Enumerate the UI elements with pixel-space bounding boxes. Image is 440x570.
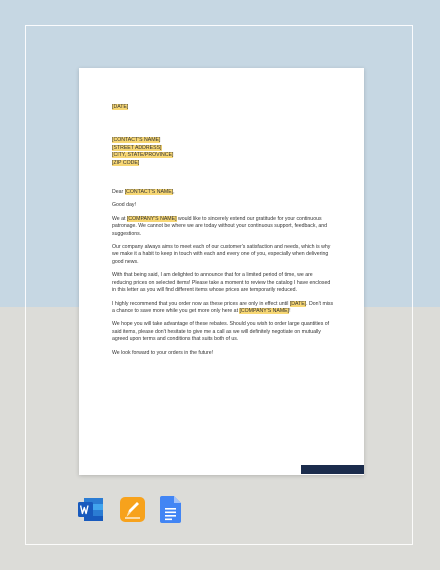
greeting: Good day! <box>112 202 136 209</box>
pages-icon[interactable] <box>120 496 145 523</box>
address-line: [CITY, STATE/PROVINCE] <box>112 152 174 159</box>
p4-mid: . Don't miss a chance to save more while you get more only here at <box>112 300 334 314</box>
paragraph-6: We look forward to your orders in the future! <box>112 349 214 356</box>
p1-prefix: We at <box>112 215 127 222</box>
word-icon[interactable] <box>78 496 105 523</box>
p4-prefix: I highly recommend that you order now as these prices are only in effect until <box>112 300 290 307</box>
footer-bar <box>301 465 364 474</box>
p4-suffix: ! <box>289 307 291 314</box>
paragraph-5: We hope you will take advantage of these rebates. Should you wish to order large quantities of said items, please don't hesitate to give me a call as we will definitely negotiate on mutually agreed upon terms and conditions that suits both of us. <box>112 321 330 343</box>
salutation-suffix: , <box>173 189 175 196</box>
date-placeholder: [DATE] <box>289 300 307 307</box>
paragraph-1 <box>112 216 334 238</box>
paragraph-4 <box>112 301 334 316</box>
date-placeholder: [DATE] <box>112 104 129 110</box>
address-line: [STREET ADDRESS] <box>112 144 162 151</box>
letter-date <box>112 104 334 111</box>
salutation-prefix: Dear <box>112 189 125 196</box>
letter-content <box>112 104 334 363</box>
recipient-address <box>112 137 334 167</box>
document-page <box>79 68 364 475</box>
p1-rest: would like to sincerely extend our gratitude for your continuous patronage. We cannot be where we are today without your continuous support, feedback, and suggestions. <box>112 215 328 237</box>
company-name-placeholder: [COMPANY'S NAME] <box>239 307 290 314</box>
address-line: [CONTACT'S NAME] <box>112 137 161 144</box>
paragraph-2: Our company always aims to meet each of our customer's satisfaction and needs, which is why we make it a habit to keep in touch with each and every one of you, especially when delivering good news. <box>112 244 331 265</box>
salutation-name: [CONTACT'S NAME] <box>124 189 174 196</box>
paragraph-3: With that being said, I am delighted to announce that for a limited period of time, we are reducing prices on selected items! Please take a moment to review the catalog I have enclosed in this letter as you will find different items whose prices are temporarily reduced. <box>112 272 331 294</box>
address-line: [ZIP CODE] <box>112 159 140 166</box>
salutation <box>112 189 334 196</box>
google-docs-icon[interactable] <box>160 496 181 523</box>
company-name-placeholder: [COMPANY'S NAME] <box>126 215 177 222</box>
